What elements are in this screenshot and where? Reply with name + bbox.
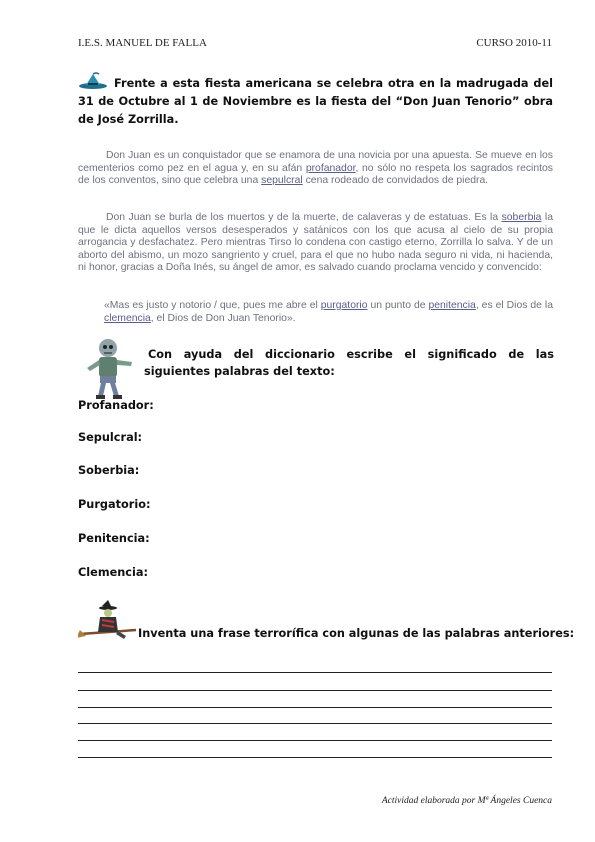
word-clemencia-link[interactable]: clemencia <box>104 312 151 324</box>
paragraph-2-text-b: la que le dicta aquellos versos desesperados y satánicos con los que acusa al cielo de su propia arrogancia y desfachatez. Pero mientras Tirso lo condena con castigo eterno, Zorrilla lo salva. Y de un aborto del abismo, un mozo sangriento y cruel, para el que no hubo nada seguro ni vida, ni hacienda, ni honor, gracias a Doña Inés, su ángel de amor, es salvado cuando proclama vencido y convencido: <box>78 212 553 274</box>
paragraph-2-text-a: Don Juan se burla de los muertos y de la muerte, de calaveras y de estatuas. Es la <box>106 212 502 223</box>
word-profanador-link[interactable]: profanador <box>305 162 356 174</box>
witch-on-broom-icon <box>78 600 138 642</box>
word-label-clemencia: Clemencia: <box>78 566 149 579</box>
author-credit: Actividad elaborada por Mª Ángeles Cuenca <box>381 796 552 806</box>
word-label-purgatorio: Purgatorio: <box>78 498 151 511</box>
intro-heading <box>78 72 553 129</box>
word-label-soberbia: Soberbia: <box>78 464 140 477</box>
paragraph-1-text-b: , no sólo no respeta los sagrados recintos de los conventos, sino que celebra una <box>78 162 553 187</box>
quote-text-a: «Mas es justo y notorio / que, pues me abre el <box>104 300 321 311</box>
exercise-1-instruction <box>144 346 554 380</box>
zombie-icon <box>84 338 136 400</box>
answer-line-3[interactable] <box>78 707 552 708</box>
word-label-penitencia: Penitencia: <box>78 532 150 545</box>
exercise-2-instruction: Inventa una frase terrorífica con algunas de las palabras anteriores: <box>138 627 575 640</box>
paragraph-1-text-a: Don Juan es un conquistador que se enamora de una novicia por una apuesta. Se mueve en los cementerios como pez en el agua y, en su afán <box>78 150 553 174</box>
quote-text-c: , es el Dios de la <box>475 300 553 311</box>
answer-line-1[interactable] <box>78 672 552 673</box>
answer-line-5[interactable] <box>78 740 552 741</box>
answer-line-2[interactable] <box>78 690 552 691</box>
course-year: CURSO 2010-11 <box>476 37 552 49</box>
answer-line-4[interactable] <box>78 723 552 724</box>
paragraph-1-text-c: cena rodeado de convidados de piedra. <box>302 175 489 187</box>
word-label-profanador: Profanador: <box>78 399 154 412</box>
school-name: I.E.S. MANUEL DE FALLA <box>78 37 207 49</box>
exercise-1-instruction-text: Con ayuda del diccionario escribe el significado de las siguientes palabras del texto: <box>144 348 554 378</box>
paragraph-2 <box>78 212 553 275</box>
quote-text-b: un punto de <box>367 300 429 311</box>
word-soberbia-link[interactable]: soberbia <box>501 212 542 223</box>
paragraph-1 <box>78 150 553 188</box>
answer-line-6[interactable] <box>78 757 552 758</box>
word-penitencia-link[interactable]: penitencia <box>428 300 476 311</box>
word-sepulcral-link[interactable]: sepulcral <box>261 175 303 187</box>
quote-text-d: , el Dios de Don Juan Tenorio». <box>150 312 296 324</box>
word-label-sepulcral: Sepulcral: <box>78 431 143 444</box>
witch-hat-icon <box>78 72 108 90</box>
quote-paragraph <box>104 300 553 325</box>
word-purgatorio-link[interactable]: purgatorio <box>320 300 368 311</box>
intro-text: Frente a esta fiesta americana se celebra otra en la madrugada del 31 de Octubre al 1 de Noviembre es la fiesta del “Don Juan Tenorio” obra de José Zorrilla. <box>78 77 553 126</box>
